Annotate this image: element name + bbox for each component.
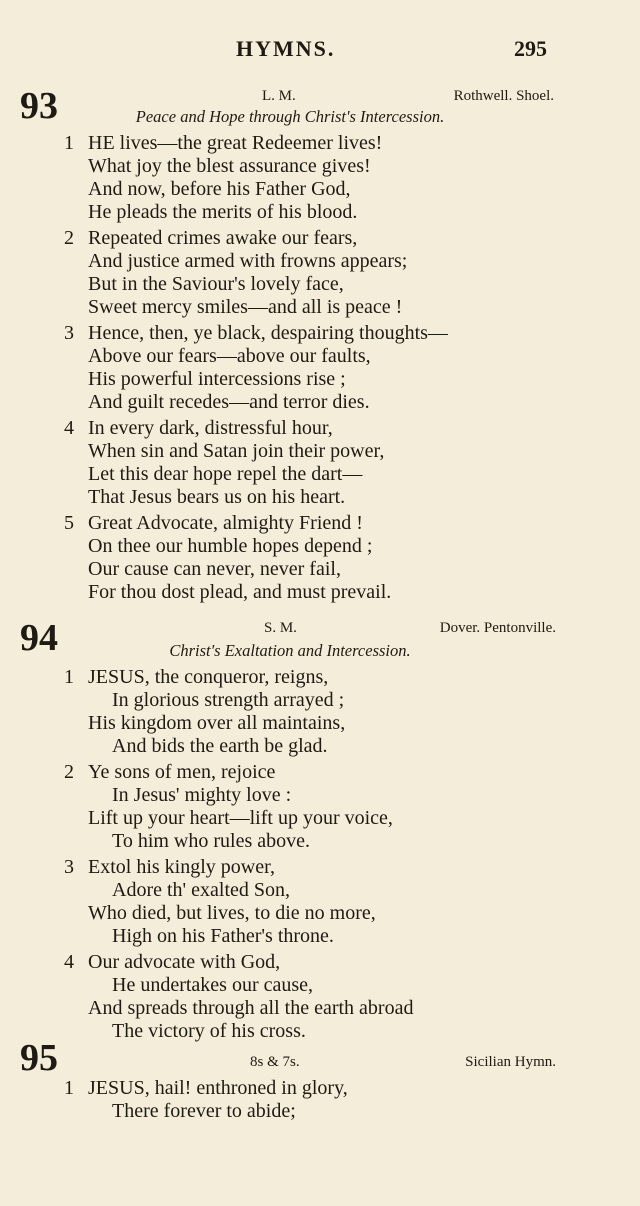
verse-line: That Jesus bears us on his heart. xyxy=(88,486,346,508)
verse-line: Great Advocate, almighty Friend ! xyxy=(88,512,363,534)
verse-number: 3 xyxy=(64,322,74,344)
verse-line: Let this dear hope repel the dart— xyxy=(88,463,363,485)
verse-line: On thee our humble hopes depend ; xyxy=(88,535,373,557)
hymn-subtitle: Christ's Exaltation and Intercession. xyxy=(169,641,411,660)
verse-line: What joy the blest assurance gives! xyxy=(88,155,371,177)
verse-line: Sweet mercy smiles—and all is peace ! xyxy=(88,296,403,318)
verse-line: His kingdom over all maintains, xyxy=(88,712,346,734)
verse-line: When sin and Satan join their power, xyxy=(88,440,385,462)
verse-line: Lift up your heart—lift up your voice, xyxy=(88,807,393,829)
verse-number: 1 xyxy=(64,666,74,688)
verse-line: Ye sons of men, rejoice xyxy=(88,761,276,783)
verse-number: 5 xyxy=(64,512,74,534)
verse-number: 4 xyxy=(64,951,74,973)
verse-line: Who died, but lives, to die no more, xyxy=(88,902,376,924)
verse-line: Repeated crimes awake our fears, xyxy=(88,227,358,249)
verse-line: And now, before his Father God, xyxy=(88,178,351,200)
hymn-tunes: Rothwell. Shoel. xyxy=(453,88,554,104)
verse-line: And guilt recedes—and terror dies. xyxy=(88,391,370,413)
verse-line: JESUS, hail! enthroned in glory, xyxy=(88,1077,348,1099)
verse-number: 4 xyxy=(64,417,74,439)
verse-line: Above our fears—above our faults, xyxy=(88,345,371,367)
verse-line: Hence, then, ye black, despairing thoughts— xyxy=(88,322,448,344)
running-title: HYMNS. xyxy=(236,36,336,61)
verse-line: Our advocate with God, xyxy=(88,951,281,973)
running-head xyxy=(0,36,640,66)
hymn-meter: 8s & 7s. xyxy=(250,1054,300,1070)
verse-line: Extol his kingly power, xyxy=(88,856,275,878)
verse-line: For thou dost plead, and must prevail. xyxy=(88,581,392,603)
verse-line: But in the Saviour's lovely face, xyxy=(88,273,344,295)
verse-number: 1 xyxy=(64,1077,74,1099)
verse-line: In every dark, distressful hour, xyxy=(88,417,333,439)
verse-line: And justice armed with frowns appears; xyxy=(88,250,408,272)
verse-line: JESUS, the conqueror, reigns, xyxy=(88,666,329,688)
page-number: 295 xyxy=(514,36,547,61)
hymn-number: 93 xyxy=(20,85,58,127)
hymn-meter: S. M. xyxy=(264,620,297,636)
verse-number: 3 xyxy=(64,856,74,878)
hymn-tunes: Dover. Pentonville. xyxy=(439,620,556,636)
verse-line: Adore th' exalted Son, xyxy=(112,879,291,901)
verse-number: 2 xyxy=(64,227,74,249)
hymn-number: 95 xyxy=(20,1037,58,1079)
hymn-number: 94 xyxy=(20,617,58,659)
verse-line: In glorious strength arrayed ; xyxy=(112,689,345,711)
verse-line: There forever to abide; xyxy=(112,1100,296,1122)
hymn-subtitle: Peace and Hope through Christ's Intercession. xyxy=(135,107,445,126)
verse-line: Our cause can never, never fail, xyxy=(88,558,341,580)
verse-line: HE lives—the great Redeemer lives! xyxy=(88,132,383,154)
verse-line: His powerful intercessions rise ; xyxy=(88,368,346,390)
verse-line: And spreads through all the earth abroad xyxy=(88,997,414,1019)
verse-line: And bids the earth be glad. xyxy=(112,735,328,757)
verse-number: 2 xyxy=(64,761,74,783)
verse-line: In Jesus' mighty love : xyxy=(112,784,292,806)
hymn-tunes: Sicilian Hymn. xyxy=(465,1054,556,1070)
verse-line: The victory of his cross. xyxy=(112,1020,306,1042)
verse-line: High on his Father's throne. xyxy=(112,925,334,947)
verse-line: He pleads the merits of his blood. xyxy=(88,201,358,223)
verse-number: 1 xyxy=(64,132,74,154)
hymn-meter: L. M. xyxy=(262,88,296,104)
verse-line: He undertakes our cause, xyxy=(112,974,314,996)
verse-line: To him who rules above. xyxy=(112,830,311,852)
